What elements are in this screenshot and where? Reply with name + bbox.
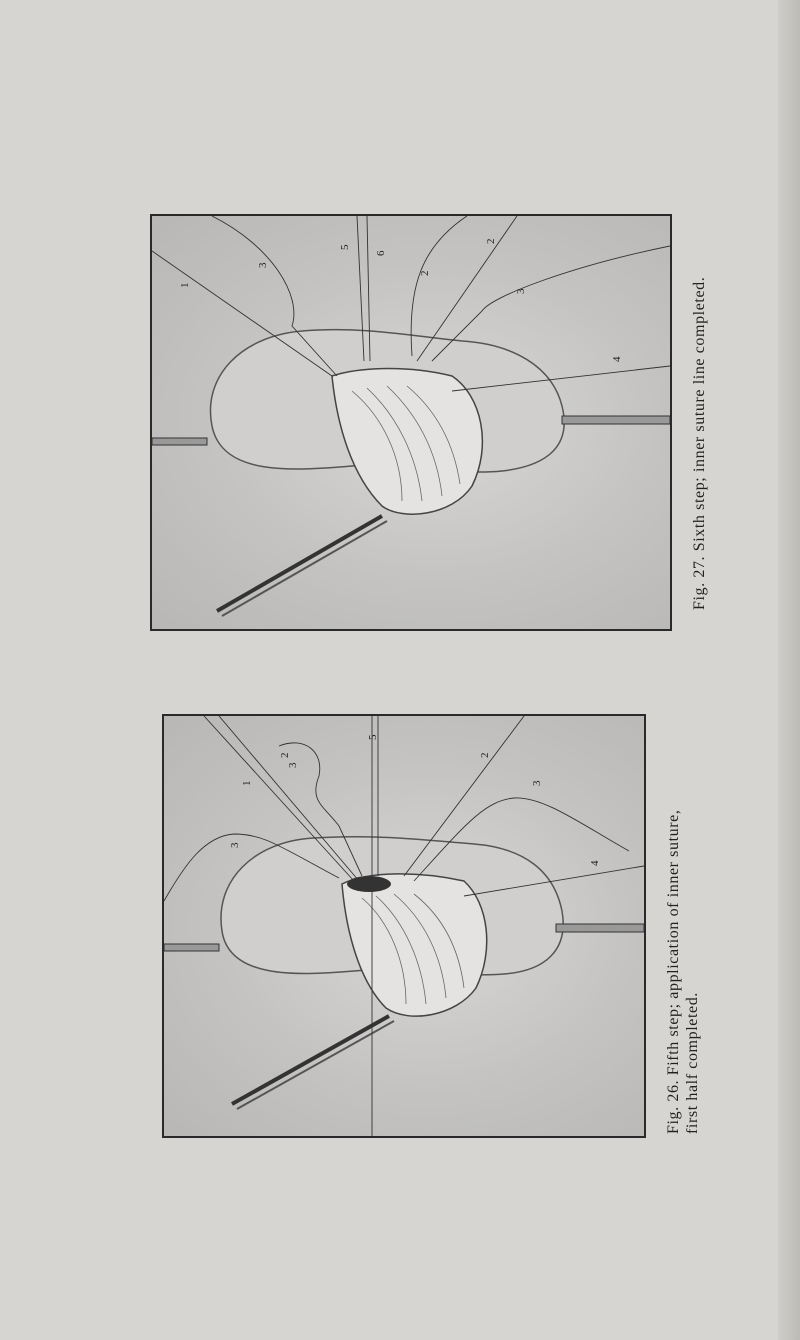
page-edge <box>778 0 800 1340</box>
figure-27-plate <box>150 214 672 631</box>
figure-26-plate <box>162 714 646 1138</box>
plate-26-label: 3 <box>229 842 241 848</box>
plate-27-label: 1 <box>179 282 191 288</box>
figure-27-caption-line: Fig. 27. Sixth step; inner suture line completed. <box>691 276 708 610</box>
figure-27-illustration <box>152 216 670 629</box>
plate-27-label: 6 <box>375 250 387 256</box>
plate-26-label: 2 <box>279 752 291 758</box>
plate-26-label: 5 <box>367 734 379 740</box>
plate-27-label: 3 <box>515 288 527 294</box>
figure-27-caption <box>690 277 709 610</box>
plate-26-label: 4 <box>589 860 601 866</box>
plate-27-label: 4 <box>611 356 623 362</box>
figure-26-caption-line-1: Fig. 26. Fifth step; application of inner suture, <box>665 809 682 1134</box>
plate-26-label: 3 <box>287 762 299 768</box>
plate-26-label: 3 <box>531 780 543 786</box>
plate-26-label: 2 <box>479 752 491 758</box>
plate-27-label: 5 <box>339 244 351 250</box>
plate-26-label: 1 <box>241 780 253 786</box>
plate-27-label: 2 <box>419 270 431 276</box>
figure-26-illustration <box>164 716 644 1136</box>
figure-26-caption <box>664 810 702 1134</box>
plate-27-label: 3 <box>257 262 269 268</box>
figure-26-caption-line-2: first half completed. <box>684 992 701 1134</box>
plate-27-label: 2 <box>485 238 497 244</box>
